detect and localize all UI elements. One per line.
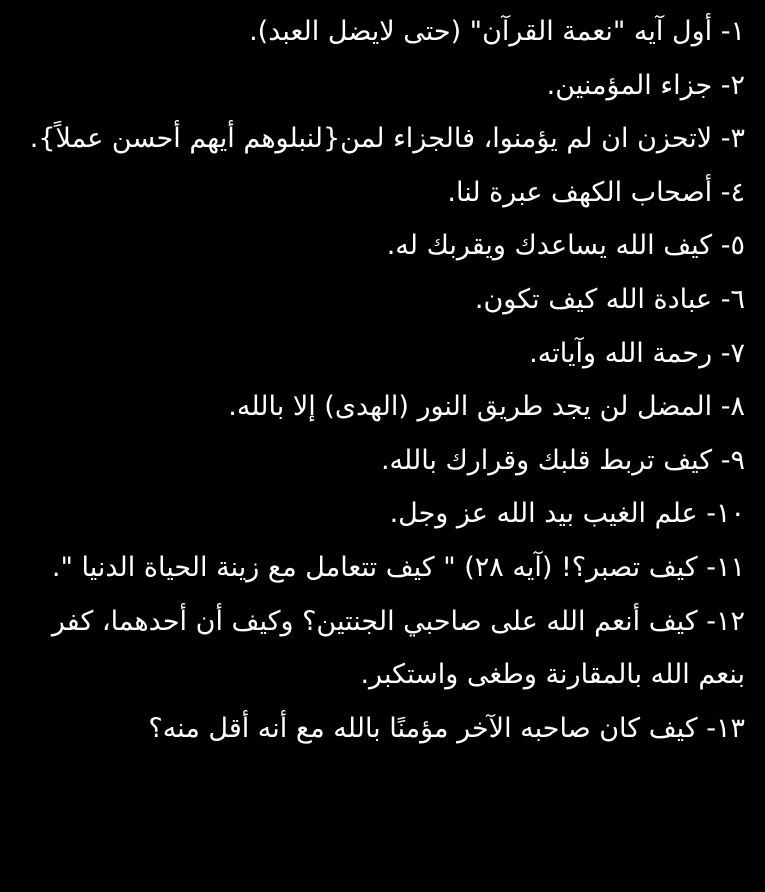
list-item-4: ٤- أصحاب الكهف عبرة لنا. bbox=[447, 176, 745, 208]
list-item-10: ١٠- علم الغيب بيد الله عز وجل. bbox=[389, 498, 745, 530]
list-item-1: ١- أول آيه "نعمة القرآن" (حتى لايضل العبد). bbox=[249, 16, 745, 47]
list-item-9: ٩- كيف تربط قلبك وقرارك بالله. bbox=[380, 444, 745, 476]
list-item-12: ١٢- كيف أنعم الله على صاحبي الجنتين؟ وكيف أن أحدهما، كفر بنعم الله بالمقارنة وطغى واستكبر. bbox=[51, 605, 745, 691]
list-item-11: ١١- كيف تصبر؟! (آيه ٢٨) " كيف تتعامل مع زينة الحياة الدنيا ". bbox=[51, 551, 745, 583]
list-item-5: ٥- كيف الله يساعدك ويقربك له. bbox=[386, 230, 745, 262]
list-item-2: ٢- جزاء المؤمنين. bbox=[546, 69, 745, 101]
list-item-6: ٦- عبادة الله كيف تكون. bbox=[474, 283, 745, 315]
list-item-3: ٣- لاتحزن ان لم يؤمنوا، فالجزاء لمن{لنبلوهم أيهم أحسن عملاً}. bbox=[29, 123, 745, 155]
topic-list bbox=[20, 5, 745, 755]
list-item-7: ٧- رحمة الله وآياته. bbox=[529, 337, 745, 369]
list-item-13: ١٣- كيف كان صاحبه الآخر مؤمنًا بالله مع أنه أقل منه؟ bbox=[148, 712, 745, 744]
list-item-8: ٨- المضل لن يجد طريق النور (الهدى) إلا بالله. bbox=[228, 391, 745, 423]
